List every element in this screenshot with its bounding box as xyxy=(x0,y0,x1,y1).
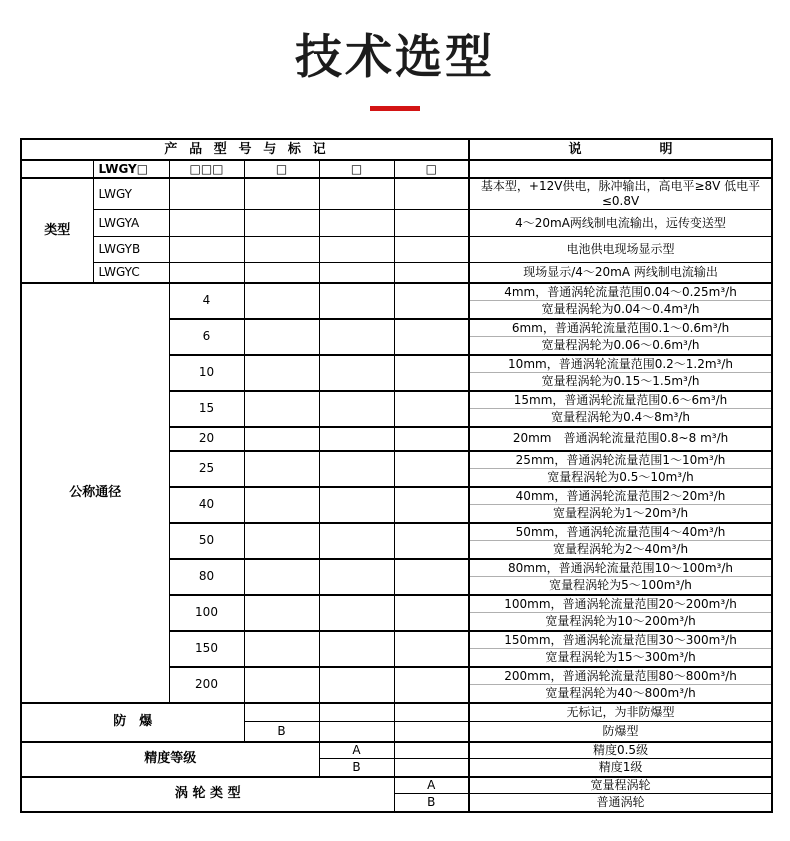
model-diameter-boxes-cell: □□□ xyxy=(169,160,244,178)
diameter-code: 40 xyxy=(169,487,244,523)
empty-cell xyxy=(394,210,469,237)
empty-cell xyxy=(394,178,469,210)
empty-cell xyxy=(394,263,469,283)
empty-cell xyxy=(394,355,469,391)
selection-table xyxy=(20,138,773,813)
empty-cell xyxy=(394,759,469,777)
empty-cell xyxy=(244,283,319,319)
empty-cell xyxy=(394,427,469,451)
diameter-desc-line1: 40mm，普通涡轮流量范围2～20m³/h xyxy=(469,487,772,505)
diameter-desc-line2: 宽量程涡轮为0.15～1.5m³/h xyxy=(469,373,772,391)
explosion-section-label: 防爆 xyxy=(21,703,244,742)
diameter-desc-line1: 4mm，普通涡轮流量范围0.04～0.25m³/h xyxy=(469,283,772,301)
diameter-desc-line2: 宽量程涡轮为40～800m³/h xyxy=(469,685,772,703)
empty-cell xyxy=(244,427,319,451)
diameter-desc-line1: 25mm，普通涡轮流量范围1～10m³/h xyxy=(469,451,772,469)
turbine-desc: 宽量程涡轮 xyxy=(469,777,772,794)
page-title: 技术选型 xyxy=(295,30,495,85)
empty-cell xyxy=(244,391,319,427)
empty-cell xyxy=(394,742,469,759)
empty-cell xyxy=(244,559,319,595)
empty-cell xyxy=(244,263,319,283)
empty-cell xyxy=(244,451,319,487)
diameter-desc-line2: 宽量程涡轮为0.4～8m³/h xyxy=(469,409,772,427)
empty-cell xyxy=(244,631,319,667)
empty-cell xyxy=(319,355,394,391)
type-code: LWGYA xyxy=(93,210,169,237)
empty-cell xyxy=(319,559,394,595)
empty-cell xyxy=(394,391,469,427)
diameter-desc-line2: 宽量程涡轮为5～100m³/h xyxy=(469,577,772,595)
empty-cell xyxy=(169,263,244,283)
diameter-desc-line1: 15mm，普通涡轮流量范围0.6～6m³/h xyxy=(469,391,772,409)
explosion-desc: 防爆型 xyxy=(469,722,772,742)
empty-cell xyxy=(319,523,394,559)
diameter-desc-line1: 20mm 普通涡轮流量范围0.8~8 m³/h xyxy=(469,427,772,451)
empty-cell xyxy=(319,595,394,631)
explosion-desc: 无标记，为非防爆型 xyxy=(469,703,772,722)
empty-cell xyxy=(319,263,394,283)
type-desc: 基本型，+12V供电，脉冲输出，高电平≥8V 低电平≤0.8V xyxy=(469,178,772,210)
accuracy-code: A xyxy=(319,742,394,759)
turbine-code: A xyxy=(394,777,469,794)
type-desc: 现场显示/4～20mA 两线制电流输出 xyxy=(469,263,772,283)
empty-cell xyxy=(394,631,469,667)
accuracy-desc: 精度0.5级 xyxy=(469,742,772,759)
empty-cell xyxy=(244,667,319,703)
empty-cell xyxy=(319,667,394,703)
diameter-code: 150 xyxy=(169,631,244,667)
diameter-desc-line2: 宽量程涡轮为1～20m³/h xyxy=(469,505,772,523)
diameter-desc-line2: 宽量程涡轮为0.06～0.6m³/h xyxy=(469,337,772,355)
empty-cell xyxy=(244,355,319,391)
diameter-desc-line2: 宽量程涡轮为15～300m³/h xyxy=(469,649,772,667)
diameter-desc-line1: 80mm，普通涡轮流量范围10～100m³/h xyxy=(469,559,772,577)
title-divider xyxy=(370,106,420,111)
diameter-code: 200 xyxy=(169,667,244,703)
type-code: LWGY xyxy=(93,178,169,210)
diameter-desc-line2: 宽量程涡轮为2～40m³/h xyxy=(469,541,772,559)
empty-cell xyxy=(394,722,469,742)
turbine-section-label: 涡轮类型 xyxy=(21,777,394,812)
empty-cell xyxy=(319,427,394,451)
empty-cell xyxy=(394,559,469,595)
model-turbine-box-cell: □ xyxy=(394,160,469,178)
diameter-code: 80 xyxy=(169,559,244,595)
empty-cell xyxy=(394,667,469,703)
accuracy-section-label: 精度等级 xyxy=(21,742,319,777)
diameter-desc-line2: 宽量程涡轮为0.04～0.4m³/h xyxy=(469,301,772,319)
empty-cell xyxy=(319,210,394,237)
model-header-cell: 产品型号与标记 xyxy=(21,139,469,160)
type-desc: 电池供电现场显示型 xyxy=(469,237,772,263)
diameter-code: 6 xyxy=(169,319,244,355)
model-explosion-box-cell: □ xyxy=(244,160,319,178)
diameter-code: 15 xyxy=(169,391,244,427)
empty-cell xyxy=(319,487,394,523)
empty-cell xyxy=(394,319,469,355)
explosion-code xyxy=(244,703,319,722)
empty-cell xyxy=(319,631,394,667)
accuracy-desc: 精度1级 xyxy=(469,759,772,777)
empty-cell xyxy=(319,391,394,427)
empty-cell xyxy=(319,703,394,722)
empty-cell xyxy=(394,487,469,523)
empty-cell xyxy=(244,319,319,355)
type-desc: 4～20mA两线制电流输出，远传变送型 xyxy=(469,210,772,237)
empty-cell xyxy=(319,237,394,263)
diameter-code: 100 xyxy=(169,595,244,631)
empty-cell xyxy=(319,283,394,319)
diameter-desc-line2: 宽量程涡轮为10～200m³/h xyxy=(469,613,772,631)
empty-cell xyxy=(244,523,319,559)
diameter-code: 4 xyxy=(169,283,244,319)
empty-cell xyxy=(319,319,394,355)
diameter-desc-line1: 200mm，普通涡轮流量范围80～800m³/h xyxy=(469,667,772,685)
empty-cell xyxy=(244,595,319,631)
diameter-desc-line1: 6mm，普通涡轮流量范围0.1～0.6m³/h xyxy=(469,319,772,337)
empty-cell xyxy=(244,237,319,263)
empty-cell xyxy=(394,283,469,319)
empty-cell xyxy=(169,178,244,210)
diameter-code: 25 xyxy=(169,451,244,487)
title-block xyxy=(0,0,790,111)
diameter-code: 50 xyxy=(169,523,244,559)
empty-cell xyxy=(169,210,244,237)
diameter-code: 10 xyxy=(169,355,244,391)
diameter-code: 20 xyxy=(169,427,244,451)
accuracy-code: B xyxy=(319,759,394,777)
empty-cell xyxy=(244,487,319,523)
empty-cell xyxy=(394,595,469,631)
turbine-code: B xyxy=(394,794,469,812)
diameter-desc-line1: 150mm，普通涡轮流量范围30～300m³/h xyxy=(469,631,772,649)
empty-cell xyxy=(394,451,469,487)
desc-header-cell: 说明 xyxy=(469,139,772,160)
empty-cell xyxy=(394,237,469,263)
model-base-cell: LWGY□ xyxy=(93,160,169,178)
diameter-desc-line2: 宽量程涡轮为0.5～10m³/h xyxy=(469,469,772,487)
type-code: LWGYC xyxy=(93,263,169,283)
type-code: LWGYB xyxy=(93,237,169,263)
model-prefix-empty-cell xyxy=(21,160,93,178)
empty-cell xyxy=(244,210,319,237)
empty-cell xyxy=(319,178,394,210)
empty-cell xyxy=(394,523,469,559)
empty-cell xyxy=(244,178,319,210)
empty-cell xyxy=(394,703,469,722)
turbine-desc: 普通涡轮 xyxy=(469,794,772,812)
empty-cell xyxy=(319,722,394,742)
diameter-section-label: 公称通径 xyxy=(21,283,169,703)
diameter-desc-line1: 50mm，普通涡轮流量范围4～40m³/h xyxy=(469,523,772,541)
empty-cell xyxy=(169,237,244,263)
diameter-desc-line1: 10mm，普通涡轮流量范围0.2～1.2m³/h xyxy=(469,355,772,373)
model-accuracy-box-cell: □ xyxy=(319,160,394,178)
empty-cell xyxy=(319,451,394,487)
diameter-desc-line1: 100mm，普通涡轮流量范围20～200m³/h xyxy=(469,595,772,613)
model-desc-empty-cell xyxy=(469,160,772,178)
type-section-label: 类型 xyxy=(21,178,93,283)
explosion-code: B xyxy=(244,722,319,742)
